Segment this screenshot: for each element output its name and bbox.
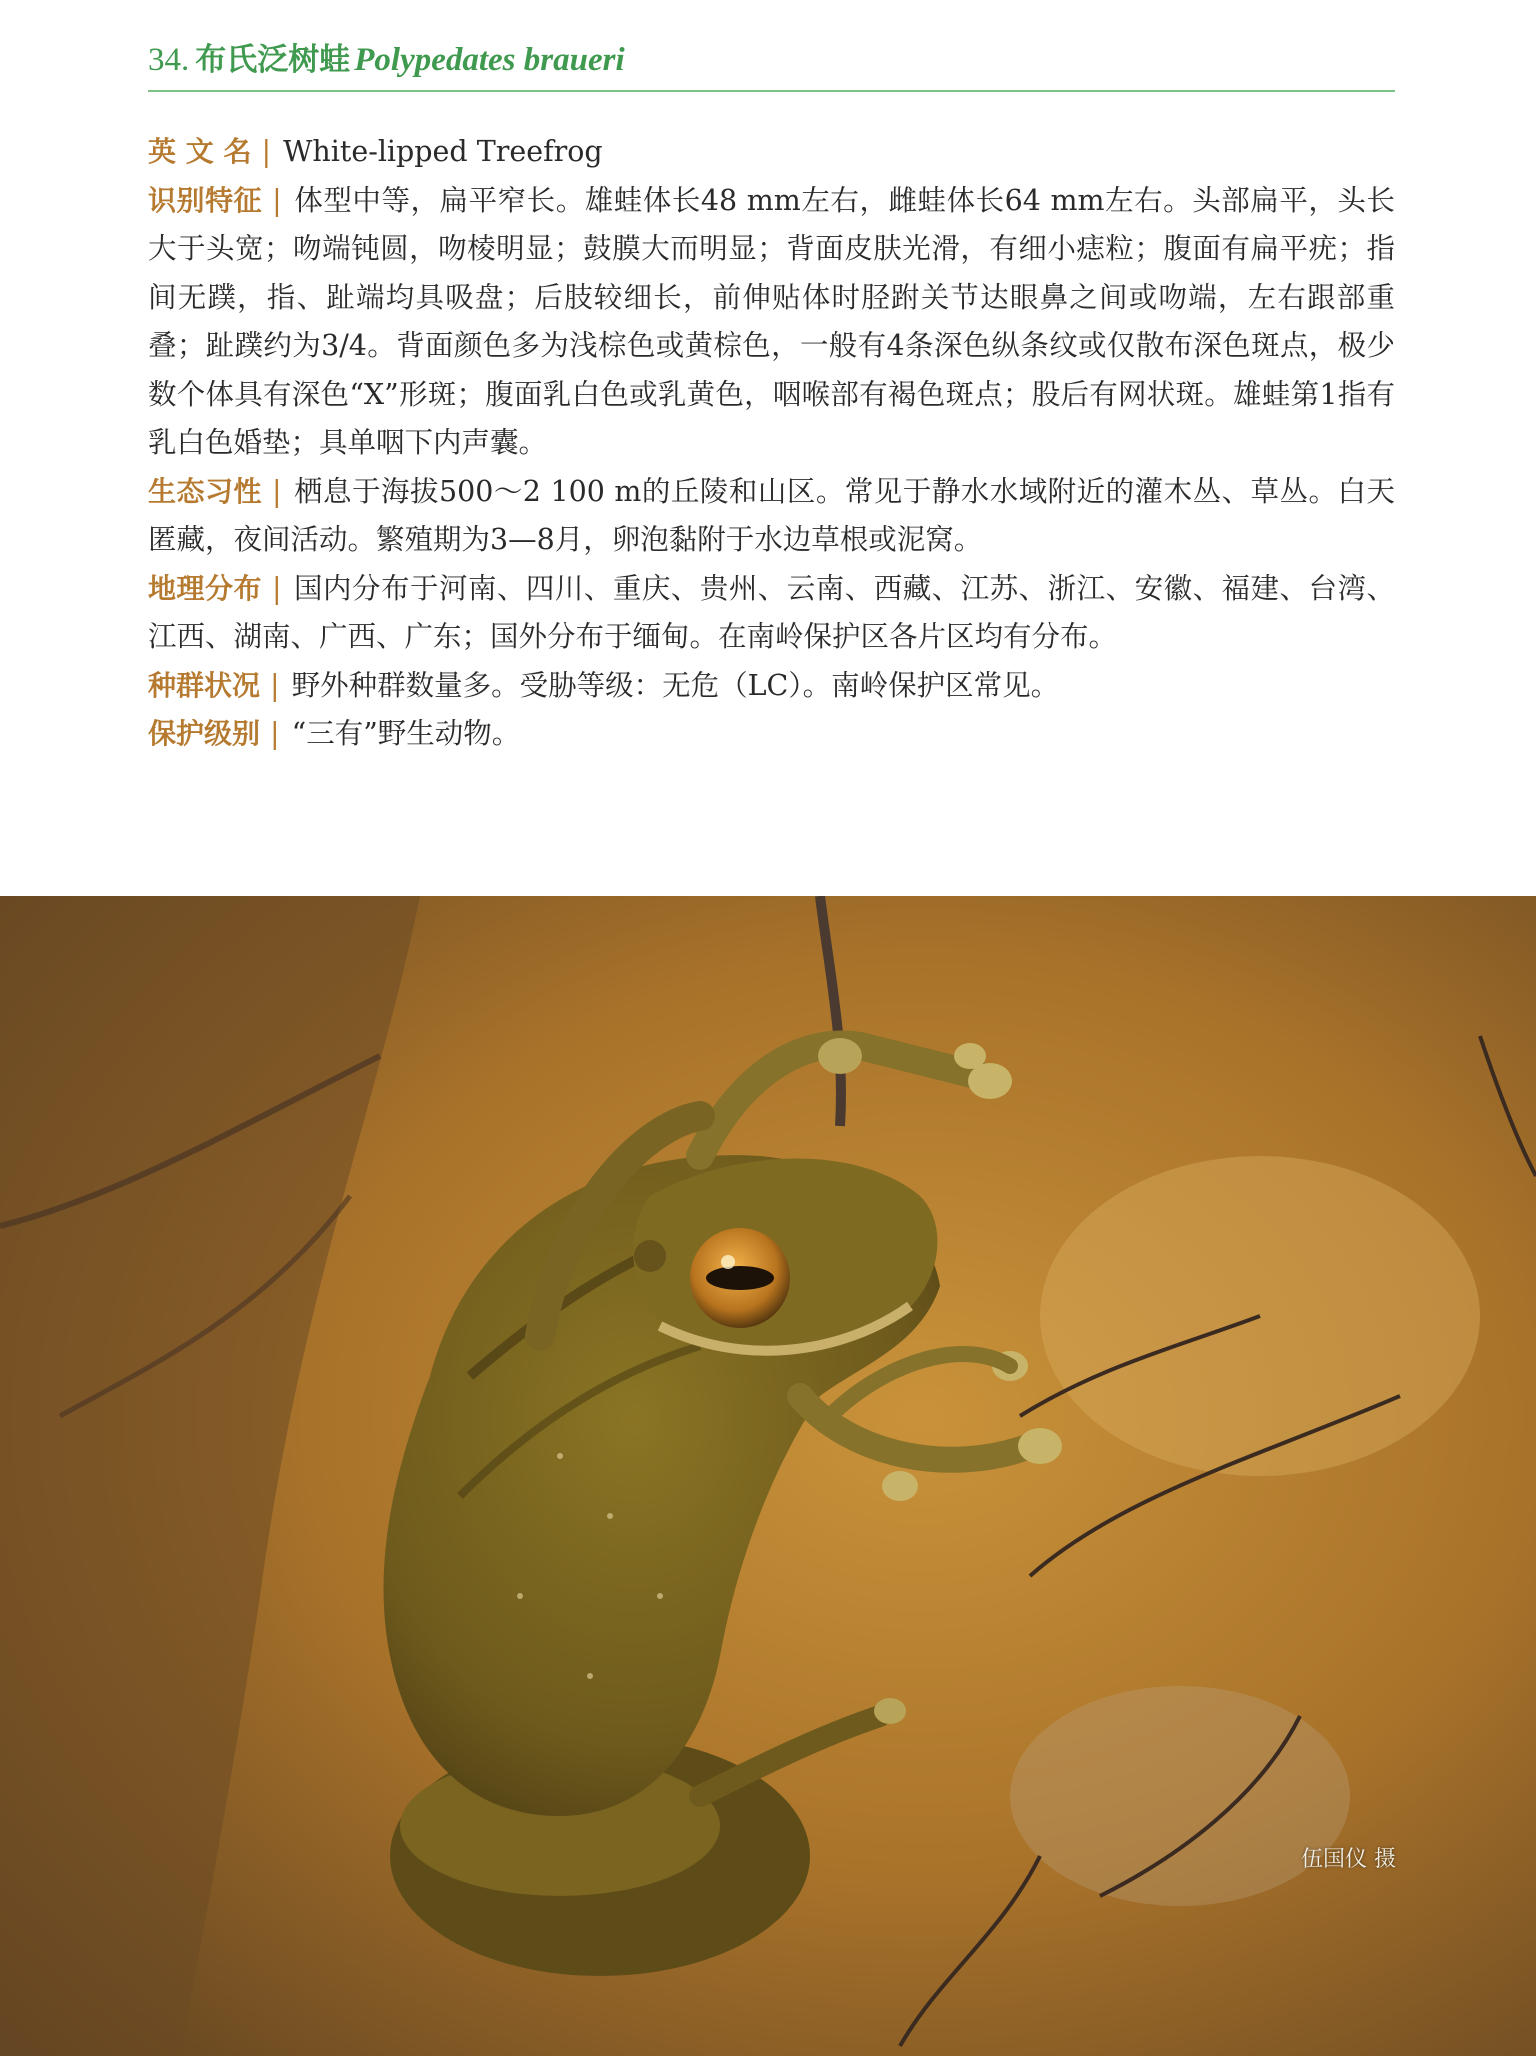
page-title <box>148 34 625 79</box>
entry-text: White-lipped Treefrog <box>283 135 603 168</box>
entry-separator: | <box>270 717 280 750</box>
entry-separator: | <box>261 135 272 168</box>
entry-text: 国内分布于河南、四川、重庆、贵州、云南、西藏、江苏、浙江、安徽、福建、台湾、江西、湖南、广西、广东；国外分布于缅甸。在南岭保护区各片区均有分布。 <box>148 571 1395 653</box>
entry-separator: | <box>271 474 282 508</box>
entry-label: 种群状况 <box>148 668 261 702</box>
entry-text: 野外种群数量多。受胁等级：无危（LC）。南岭保护区常见。 <box>291 668 1060 702</box>
latin-name: Polypedates braueri <box>354 42 625 78</box>
entry-label: 英 文 名 <box>148 135 252 168</box>
entry-protection <box>148 710 1395 759</box>
species-number: 34. <box>148 42 190 78</box>
frog-illustration <box>0 896 1536 2056</box>
chinese-name: 布氏泛树蛙 <box>195 42 351 78</box>
entry-text: 栖息于海拔500～2 100 m的丘陵和山区。常见于静水水域附近的灌木丛、草丛。白天匿藏，夜间活动。繁殖期为3—8月，卵泡黏附于水边草根或泥窝。 <box>148 474 1395 556</box>
entry-label: 生态习性 <box>148 474 262 508</box>
entry-label: 地理分布 <box>148 571 262 605</box>
entry-text: 体型中等，扁平窄长。雄蛙体长48 mm左右，雌蛙体长64 mm左右。头部扁平，头长大于头宽；吻端钝圆，吻棱明显；鼓膜大而明显；背面皮肤光滑，有细小痣粒；腹面有扁平疣；指间无蹼，指、趾端均具吸盘；后肢较细长，前伸贴体时胫跗关节达眼鼻之间或吻端，左右跟部重叠；趾蹼约为3/4。背面颜色多为浅棕色或黄棕色，一般有4条深色纵条纹或仅散布深色斑点，极少数个体具有深色“X”形斑；腹面乳白色或乳黄色，咽喉部有褐色斑点；股后有网状斑。雄蛙第1指有乳白色婚垫；具单咽下内声囊。 <box>148 183 1395 459</box>
entry-separator: | <box>271 571 282 605</box>
entry-separator: | <box>272 183 282 217</box>
entry-label: 保护级别 <box>148 717 261 750</box>
entry-ecology <box>148 468 1395 565</box>
entry-english-name <box>148 128 1395 177</box>
entry-population <box>148 662 1395 711</box>
entry-identification <box>148 177 1395 468</box>
entry-label: 识别特征 <box>148 183 263 217</box>
photo-credit: 伍国仪 摄 <box>1301 1847 1396 1872</box>
species-description <box>148 128 1395 759</box>
frog-photo <box>0 896 1536 2056</box>
title-divider <box>148 90 1395 92</box>
entry-distribution <box>148 565 1395 662</box>
entry-separator: | <box>270 668 280 702</box>
entry-text: “三有”野生动物。 <box>291 717 521 750</box>
